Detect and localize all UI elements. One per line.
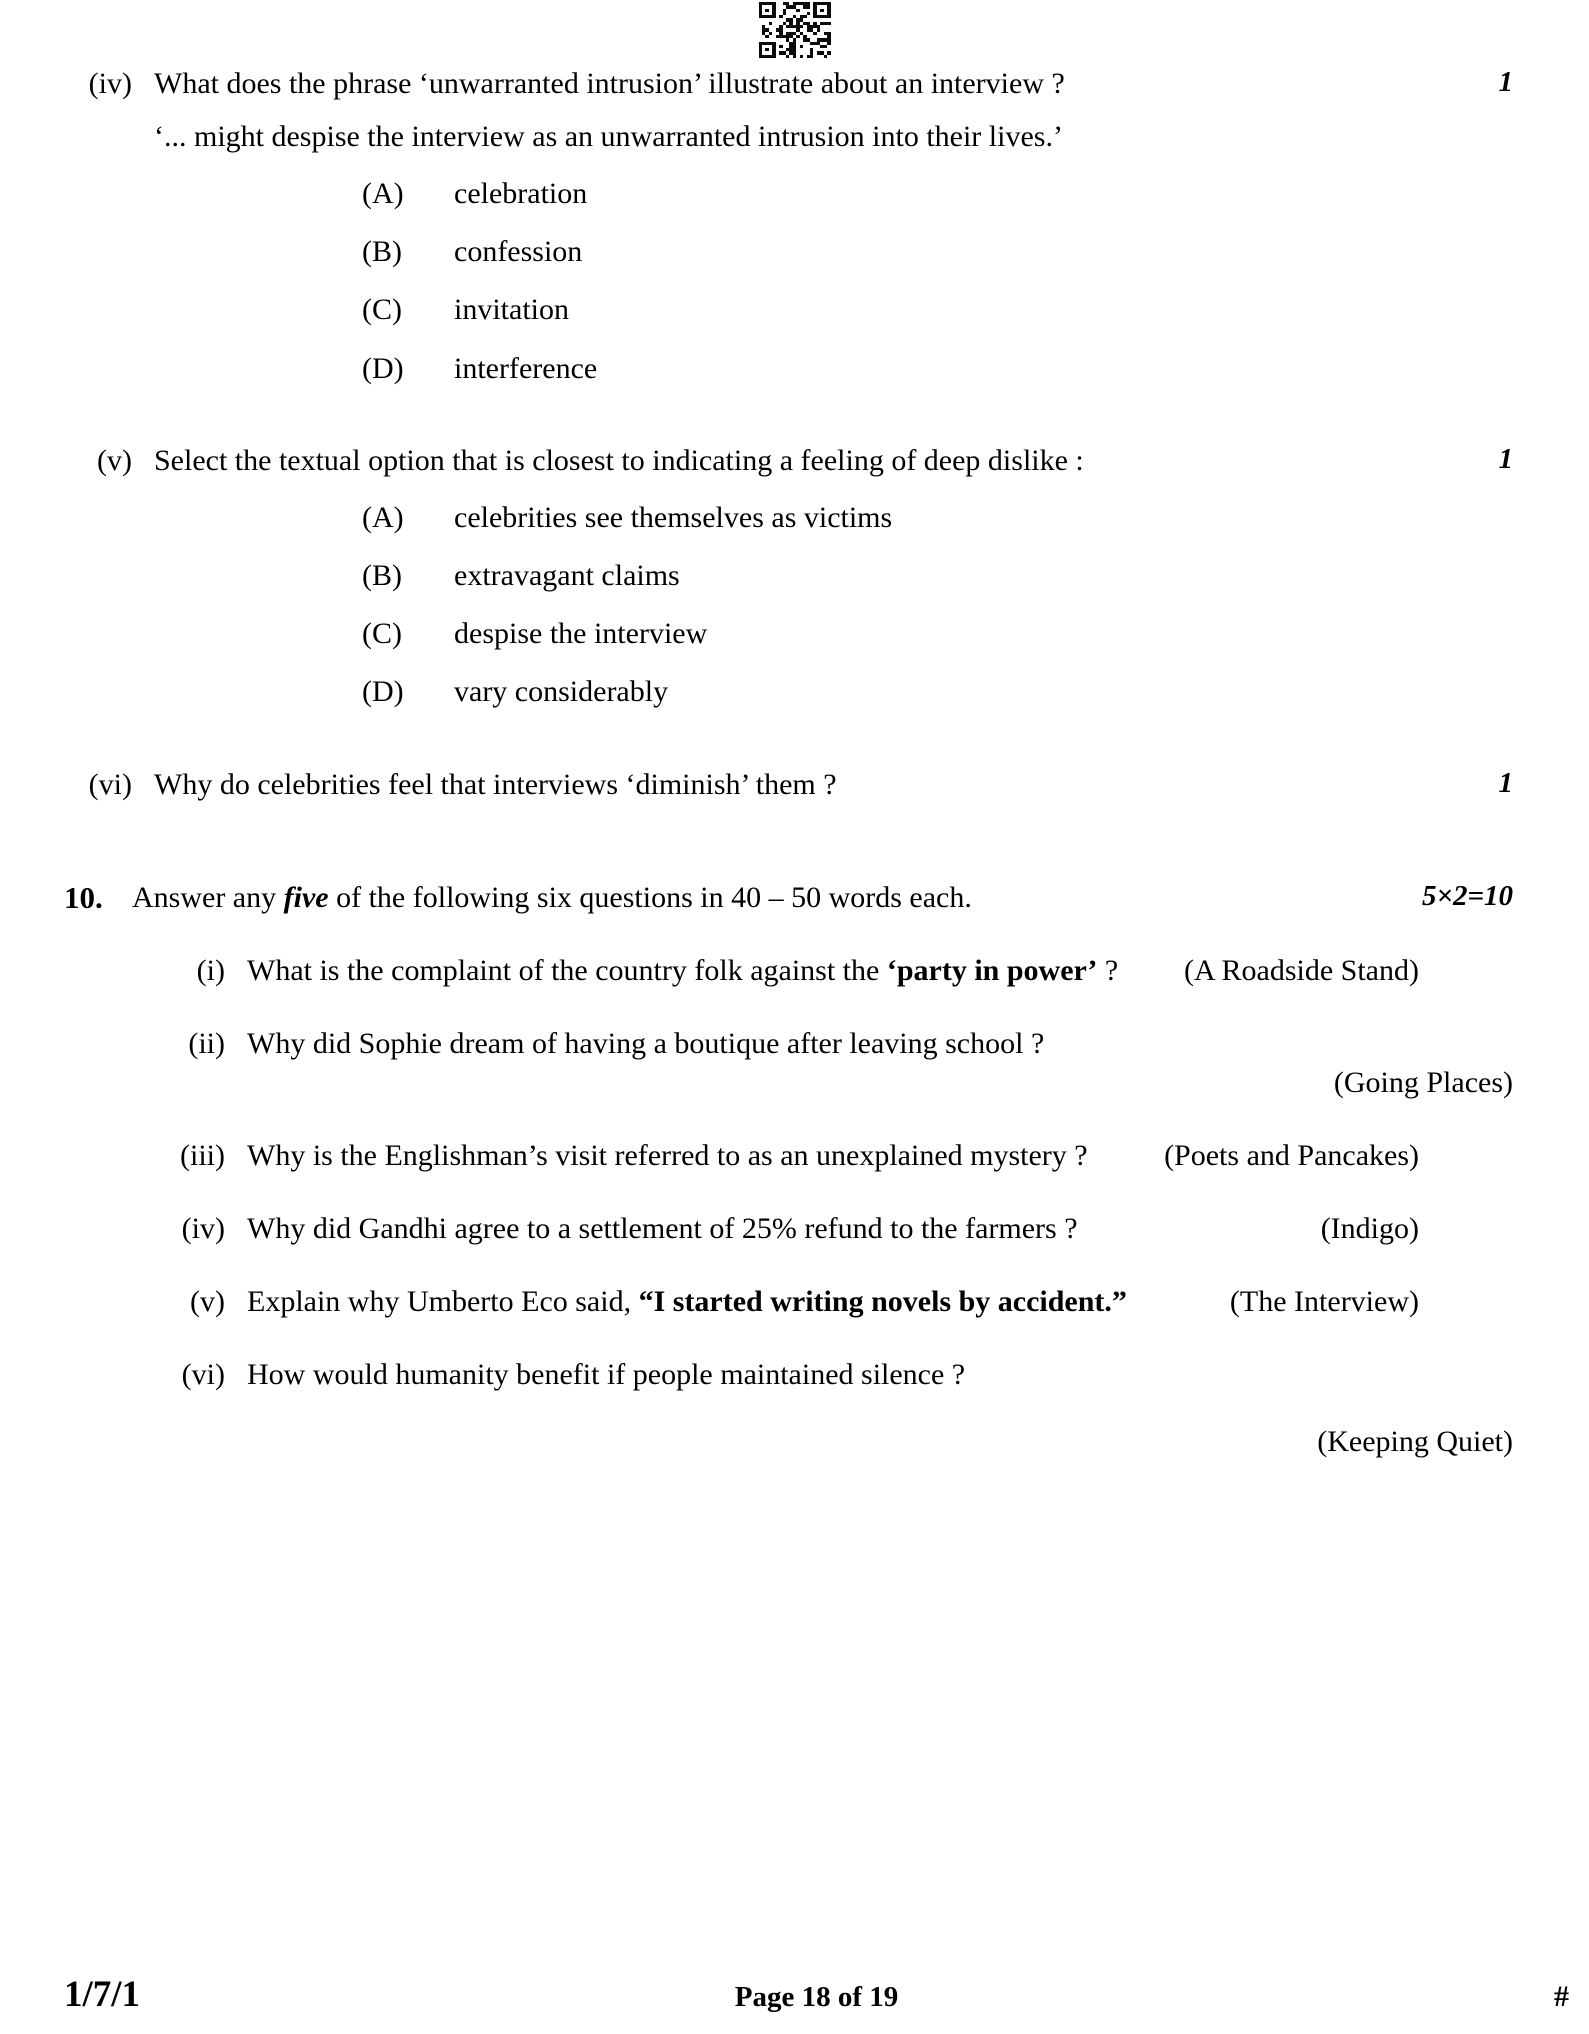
- instruction-part-1: Answer any: [132, 880, 284, 914]
- chapter-reference-ii: (Going Places): [1333, 1066, 1513, 1100]
- question-9-v: [42, 441, 1547, 480]
- option-row-v-a[interactable]: [42, 498, 1547, 538]
- question-10-instruction: [132, 878, 1337, 917]
- question-10-marks: 5×2=10: [1421, 879, 1513, 912]
- option-text-c: invitation: [454, 293, 569, 327]
- question-text-i-tail: ?: [1097, 954, 1119, 988]
- paper-code: 1/7/1: [64, 1974, 141, 2015]
- option-label-d: (D): [362, 675, 404, 709]
- question-10-header: [42, 878, 1547, 918]
- option-text-b: confession: [454, 235, 583, 269]
- option-row-iv-b[interactable]: [42, 232, 1547, 272]
- marks-v: 1: [1498, 442, 1513, 475]
- question-number-v: (v): [97, 443, 132, 477]
- question-9-iv: [42, 64, 1547, 103]
- chapter-reference-iv: (Indigo): [1320, 1212, 1419, 1246]
- question-text-vi: How would humanity benefit if people maintained silence ?: [247, 1358, 966, 1392]
- question-10-i: [42, 951, 1547, 990]
- chapter-reference-v: (The Interview): [1229, 1285, 1419, 1319]
- exam-paper-page: [42, 0, 1569, 2034]
- question-10-iv: [42, 1209, 1547, 1248]
- option-text-a: celebration: [454, 177, 588, 210]
- question-number-ii: (ii): [188, 1027, 225, 1061]
- question-number-iv: (iv): [88, 67, 132, 100]
- question-number-v: (v): [190, 1285, 225, 1319]
- question-text-v-quote: “I started writing novels by accident.”: [638, 1285, 1127, 1319]
- question-text-i: [247, 951, 1427, 990]
- option-label-c: (C): [362, 617, 402, 651]
- question-text-v: [247, 1282, 1427, 1321]
- question-10-ii: [42, 1024, 1547, 1063]
- question-text-iv-body: Why did Gandhi agree to a settlement of 25% refund to the farmers ?: [247, 1212, 1078, 1246]
- option-label-a: (A): [362, 177, 404, 210]
- question-number-vi: (vi): [181, 1358, 225, 1392]
- marks-vi: 1: [1498, 766, 1513, 799]
- question-text-v-part1: Explain why Umberto Eco said,: [247, 1285, 639, 1319]
- question-10-vi: [42, 1355, 1547, 1394]
- question-text-i-bold: ‘party in power’: [886, 954, 1098, 988]
- chapter-reference-i: (A Roadside Stand): [1184, 954, 1419, 988]
- question-text-i-part1: What is the complaint of the country folk against the: [247, 954, 887, 988]
- instruction-emphasis: five: [283, 880, 329, 914]
- question-text-iii: [247, 1136, 1427, 1175]
- question-number-i: (i): [196, 954, 225, 988]
- quote-text: ‘... might despise the interview as an unwarranted intrusion into their lives.’: [154, 120, 1063, 153]
- question-text-ii: Why did Sophie dream of having a boutique after leaving school ?: [247, 1027, 1045, 1061]
- marks-iv: 1: [1498, 66, 1513, 98]
- option-row-iv-d[interactable]: [42, 349, 1547, 389]
- question-text-iv: [247, 1209, 1427, 1248]
- option-label-c: (C): [362, 293, 402, 327]
- question-9-vi: [42, 765, 1547, 804]
- question-text-iv: What does the phrase ‘unwarranted intrusion’ illustrate about an interview ?: [154, 67, 1065, 100]
- option-text-a: celebrities see themselves as victims: [454, 500, 893, 534]
- page-number: Page 18 of 19: [734, 1981, 899, 2013]
- option-label-d: (D): [362, 351, 404, 385]
- option-text-d: interference: [454, 351, 598, 385]
- page-footer: [42, 1973, 1569, 2016]
- question-10-v: [42, 1282, 1547, 1321]
- option-row-iv-a[interactable]: [42, 174, 1547, 214]
- question-10-iii: [42, 1136, 1547, 1175]
- option-row-iv-c[interactable]: [42, 290, 1547, 330]
- question-9-iv-quote: [42, 117, 1547, 156]
- question-number-vi: (vi): [88, 767, 132, 801]
- option-label-b: (B): [362, 235, 402, 269]
- option-text-c: despise the interview: [454, 617, 708, 651]
- question-number-iv: (iv): [181, 1212, 225, 1246]
- option-row-v-b[interactable]: [42, 556, 1547, 596]
- question-text-iii-body: Why is the Englishman’s visit referred to as an unexplained mystery ?: [247, 1139, 1088, 1173]
- option-label-b: (B): [362, 558, 402, 592]
- option-row-v-c[interactable]: [42, 614, 1547, 654]
- option-text-d: vary considerably: [454, 675, 669, 709]
- chapter-reference-vi: (Keeping Quiet): [1317, 1425, 1513, 1459]
- question-number-iii: (iii): [180, 1139, 225, 1173]
- question-text-v: Select the textual option that is closest to indicating a feeling of deep dislike :: [154, 443, 1084, 477]
- option-row-v-d[interactable]: [42, 672, 1547, 712]
- option-text-b: extravagant claims: [454, 558, 680, 592]
- option-label-a: (A): [362, 500, 404, 534]
- instruction-part-2: of the following six questions in 40 – 50 words each.: [328, 880, 972, 914]
- question-number-10: 10.: [64, 879, 103, 915]
- question-text-vi: Why do celebrities feel that interviews ‘diminish’ them ?: [154, 767, 837, 801]
- chapter-reference-iii: (Poets and Pancakes): [1164, 1139, 1419, 1173]
- page-content: [42, 0, 1547, 1461]
- end-mark: #: [1553, 1980, 1569, 2013]
